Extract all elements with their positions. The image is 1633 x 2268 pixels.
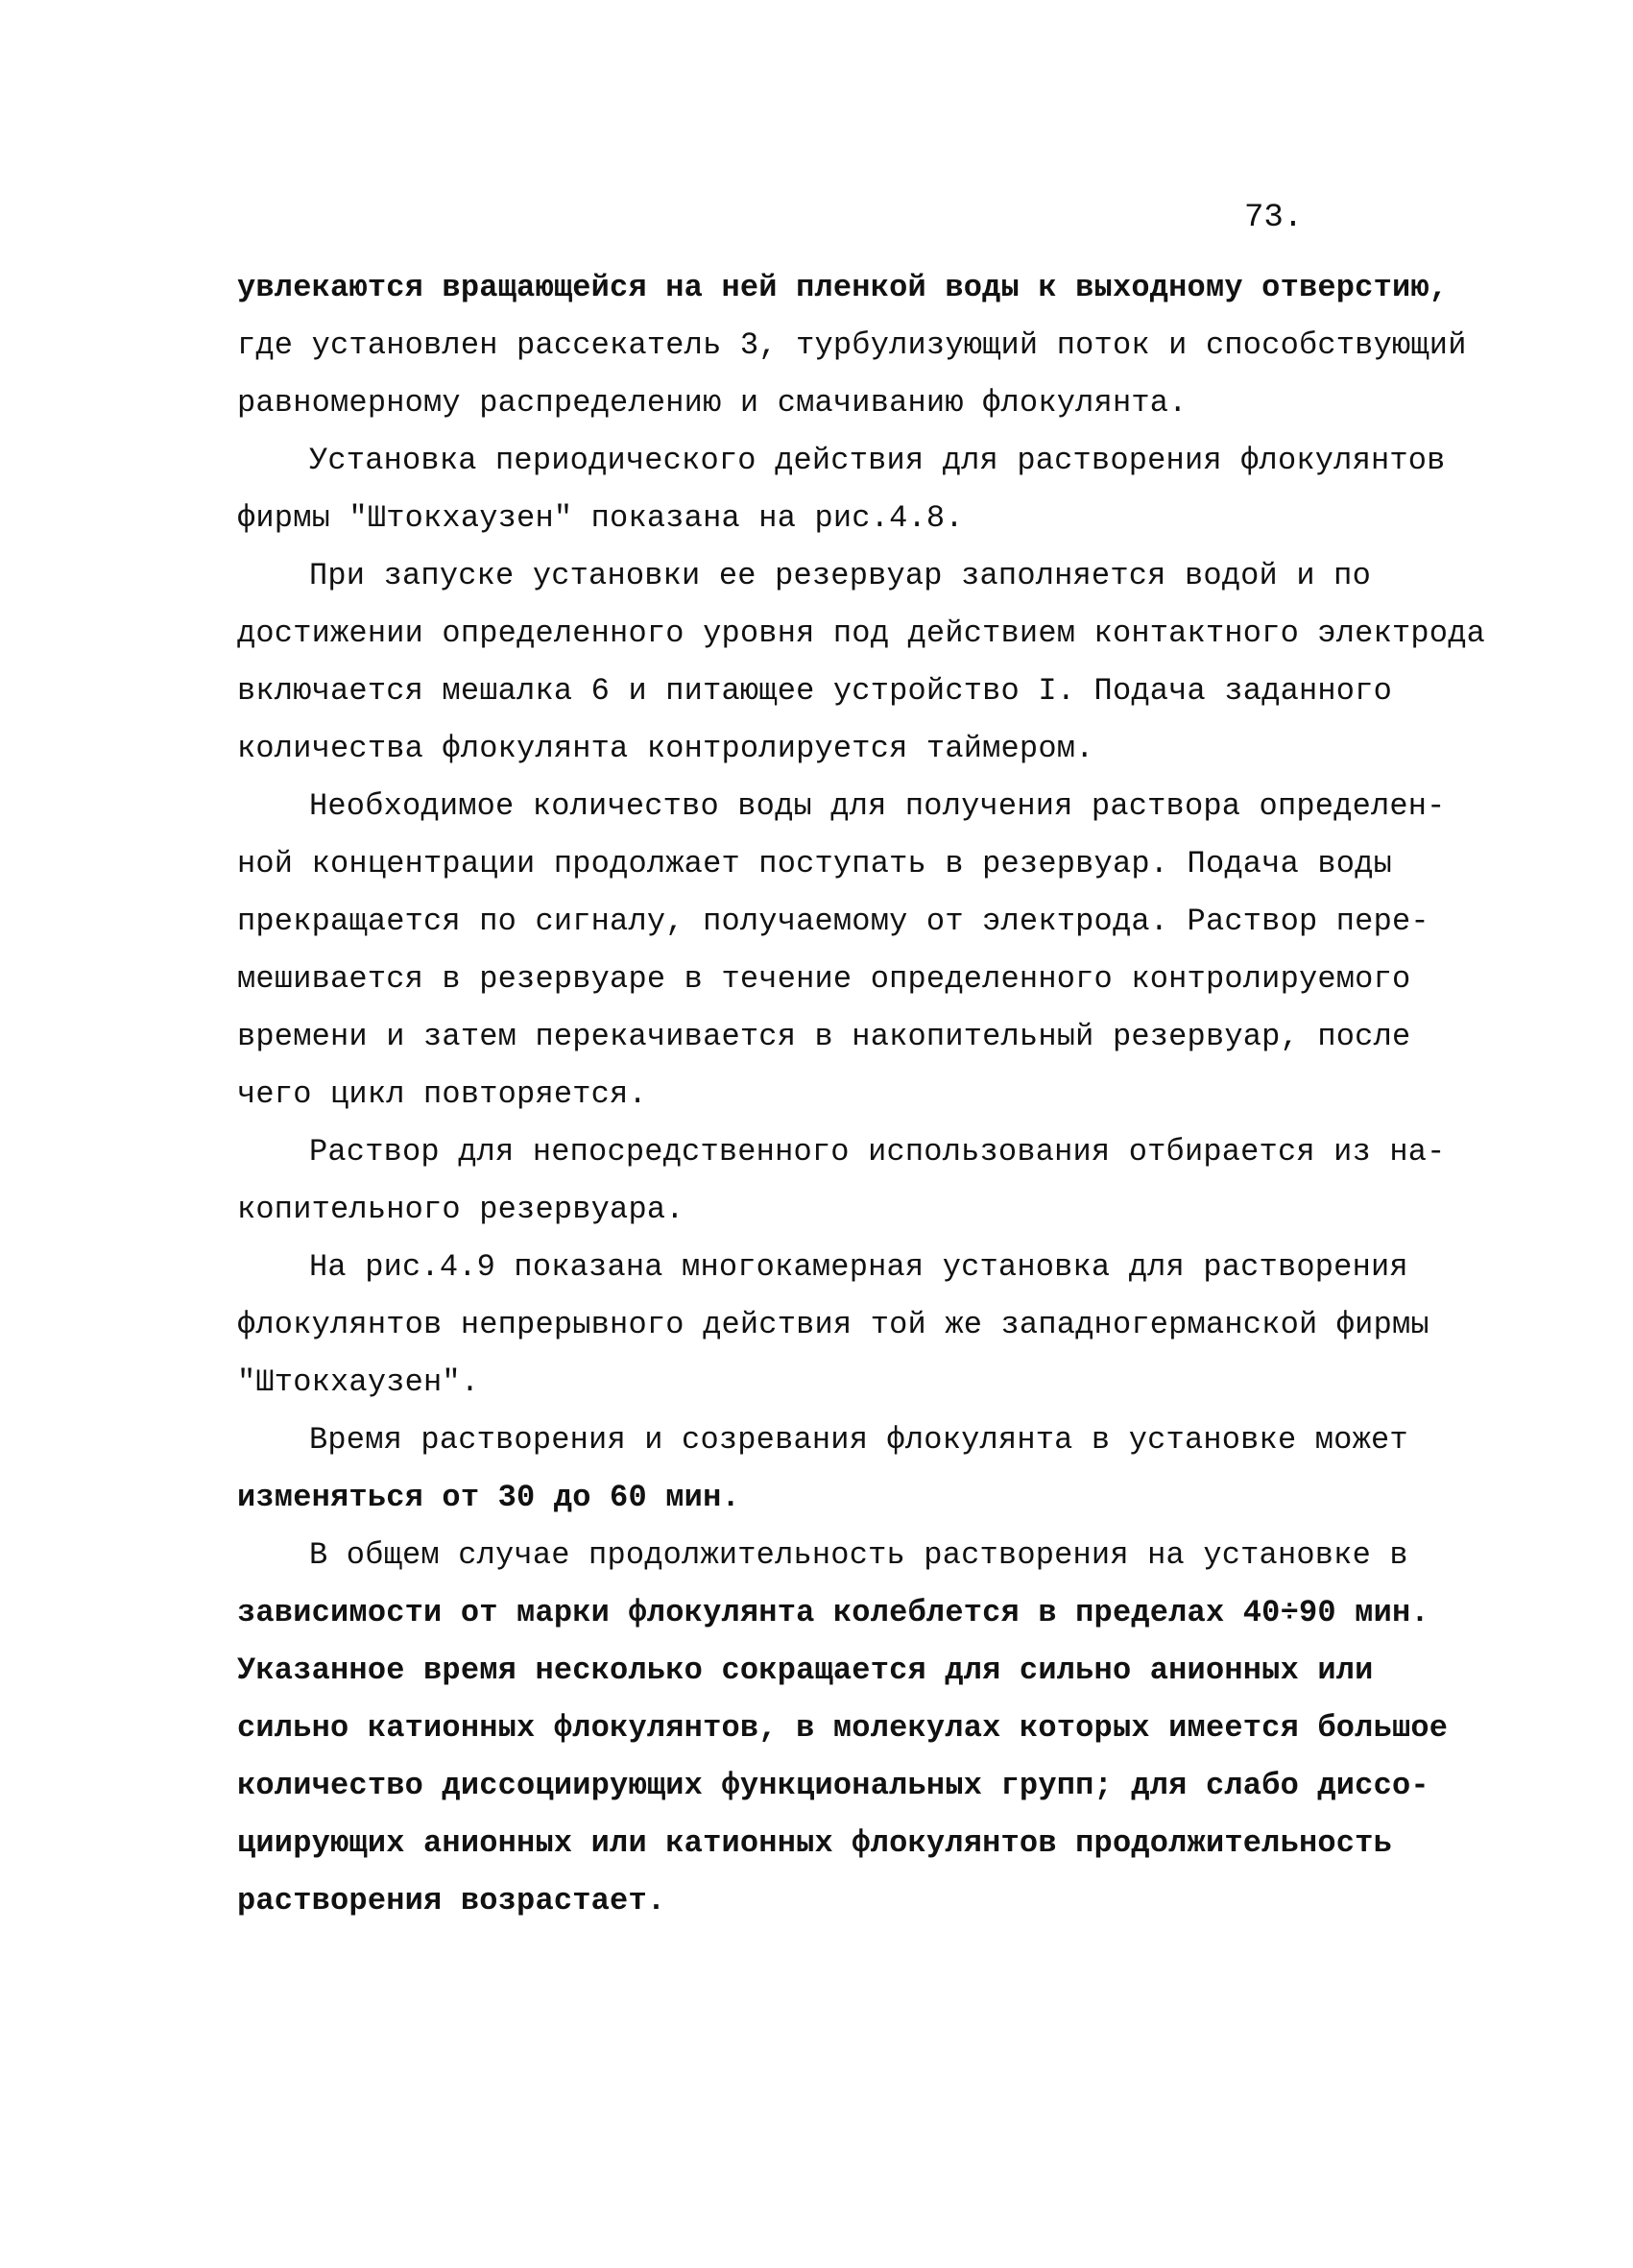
text-line: Установка периодического действия для растворения флокулянтов — [309, 443, 1446, 478]
text-line: циирующих анионных или катионных флокулянтов продолжительность — [237, 1825, 1392, 1861]
text-line: равномерному распределению и смачиванию флокулянта. — [237, 385, 1188, 421]
text-line: количества флокулянта контролируется таймером. — [237, 731, 1094, 766]
text-line: включается мешалка 6 и питающее устройство I. Подача заданного — [237, 673, 1392, 709]
text-line: ной концентрации продолжает поступать в резервуар. Подача воды — [237, 846, 1392, 881]
text-line: В общем случае продолжительность растворения на установке в — [309, 1537, 1408, 1573]
text-line: количество диссоциирующих функциональных групп; для слабо диссо- — [237, 1768, 1429, 1803]
text-line: Указанное время несколько сокращается для сильно анионных или — [237, 1653, 1374, 1688]
text-line: увлекаются вращающейся на ней пленкой воды к выходному отверстию, — [237, 270, 1449, 305]
text-line: изменяться от 30 до 60 мин. — [237, 1480, 740, 1515]
text-line: времени и затем перекачивается в накопительный резервуар, после — [237, 1019, 1411, 1054]
text-line: зависимости от марки флокулянта колеблется в пределах 40÷90 мин. — [237, 1595, 1429, 1630]
text-line: мешивается в резервуаре в течение определенного контролируемого — [237, 961, 1411, 997]
text-line: где установлен рассекатель 3, турбулизующий поток и способствующий — [237, 327, 1467, 363]
text-line: достижении определенного уровня под действием контактного электрода — [237, 615, 1486, 651]
text-line: флокулянтов непрерывного действия той же западногерманской фирмы — [237, 1307, 1429, 1342]
text-line: Необходимое количество воды для получения раствора определен- — [309, 788, 1446, 824]
text-line: При запуске установки ее резервуар заполняется водой и по — [309, 558, 1371, 593]
page-number: 73. — [1244, 200, 1304, 236]
text-line: растворения возрастает. — [237, 1883, 666, 1918]
text-line: копительного резервуара. — [237, 1192, 684, 1227]
text-line: "Штокхаузен". — [237, 1364, 480, 1400]
text-line: Раствор для непосредственного использования отбирается из на- — [309, 1134, 1446, 1170]
text-line: фирмы "Штокхаузен" показана на рис.4.8. — [237, 500, 964, 536]
text-line: На рис.4.9 показана многокамерная установка для растворения — [309, 1249, 1408, 1285]
text-line: Время растворения и созревания флокулянта в установке может — [309, 1422, 1408, 1458]
text-line: чего цикл повторяется. — [237, 1076, 647, 1112]
text-line: сильно катионных флокулянтов, в молекулах которых имеется большое — [237, 1710, 1449, 1746]
text-line: прекращается по сигналу, получаемому от электрода. Раствор пере- — [237, 904, 1429, 939]
